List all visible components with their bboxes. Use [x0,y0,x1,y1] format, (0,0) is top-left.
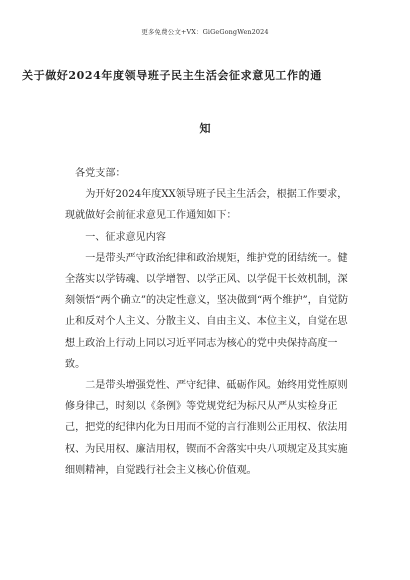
item-two-paragraph: 二是带头增强党性、严守纪律、砥砺作风。始终用党性原则修身律己，时刻以《条例》等党规党纪为标尺从严从实检身正己，把党的纪律内化为日用而不觉的言行准则公正用权、依法用权、为民用权、廉洁用权，锲而不舍落实中央八项规定及其实施细则精神，自觉践行社会主义核心价值观。 [65,380,348,476]
section-heading: 一、征求意见内容 [85,231,166,243]
document-body [65,163,355,481]
item-one-paragraph: 一是带头严守政治纪律和政治规矩，维护党的团结统一。健全落实以学铸魂、以学增智、以学正风、以学促干长效机制，深刻领悟“两个确立”的决定性意义，坚决做到“两个维护”，自觉防止和反对个人主义、分散主义、自由主义、本位主义，自觉在思想上政治上行动上同以习近平同志为核心的党中央保持高度一致。 [65,252,349,370]
document-title-line-2: 知 [199,122,211,135]
intro-paragraph: 为开好2024年度XX领导班子民主生活会，根据工作要求，现就做好会前征求意见工作通知如下： [65,189,348,222]
header-note: 更多免费公文+VX：GiGeGongWen2024 [141,28,269,36]
salutation: 各党支部： [75,168,126,179]
document-title-line-1: 关于做好2024年度领导班子民主生活会征求意见工作的通 [22,69,322,82]
